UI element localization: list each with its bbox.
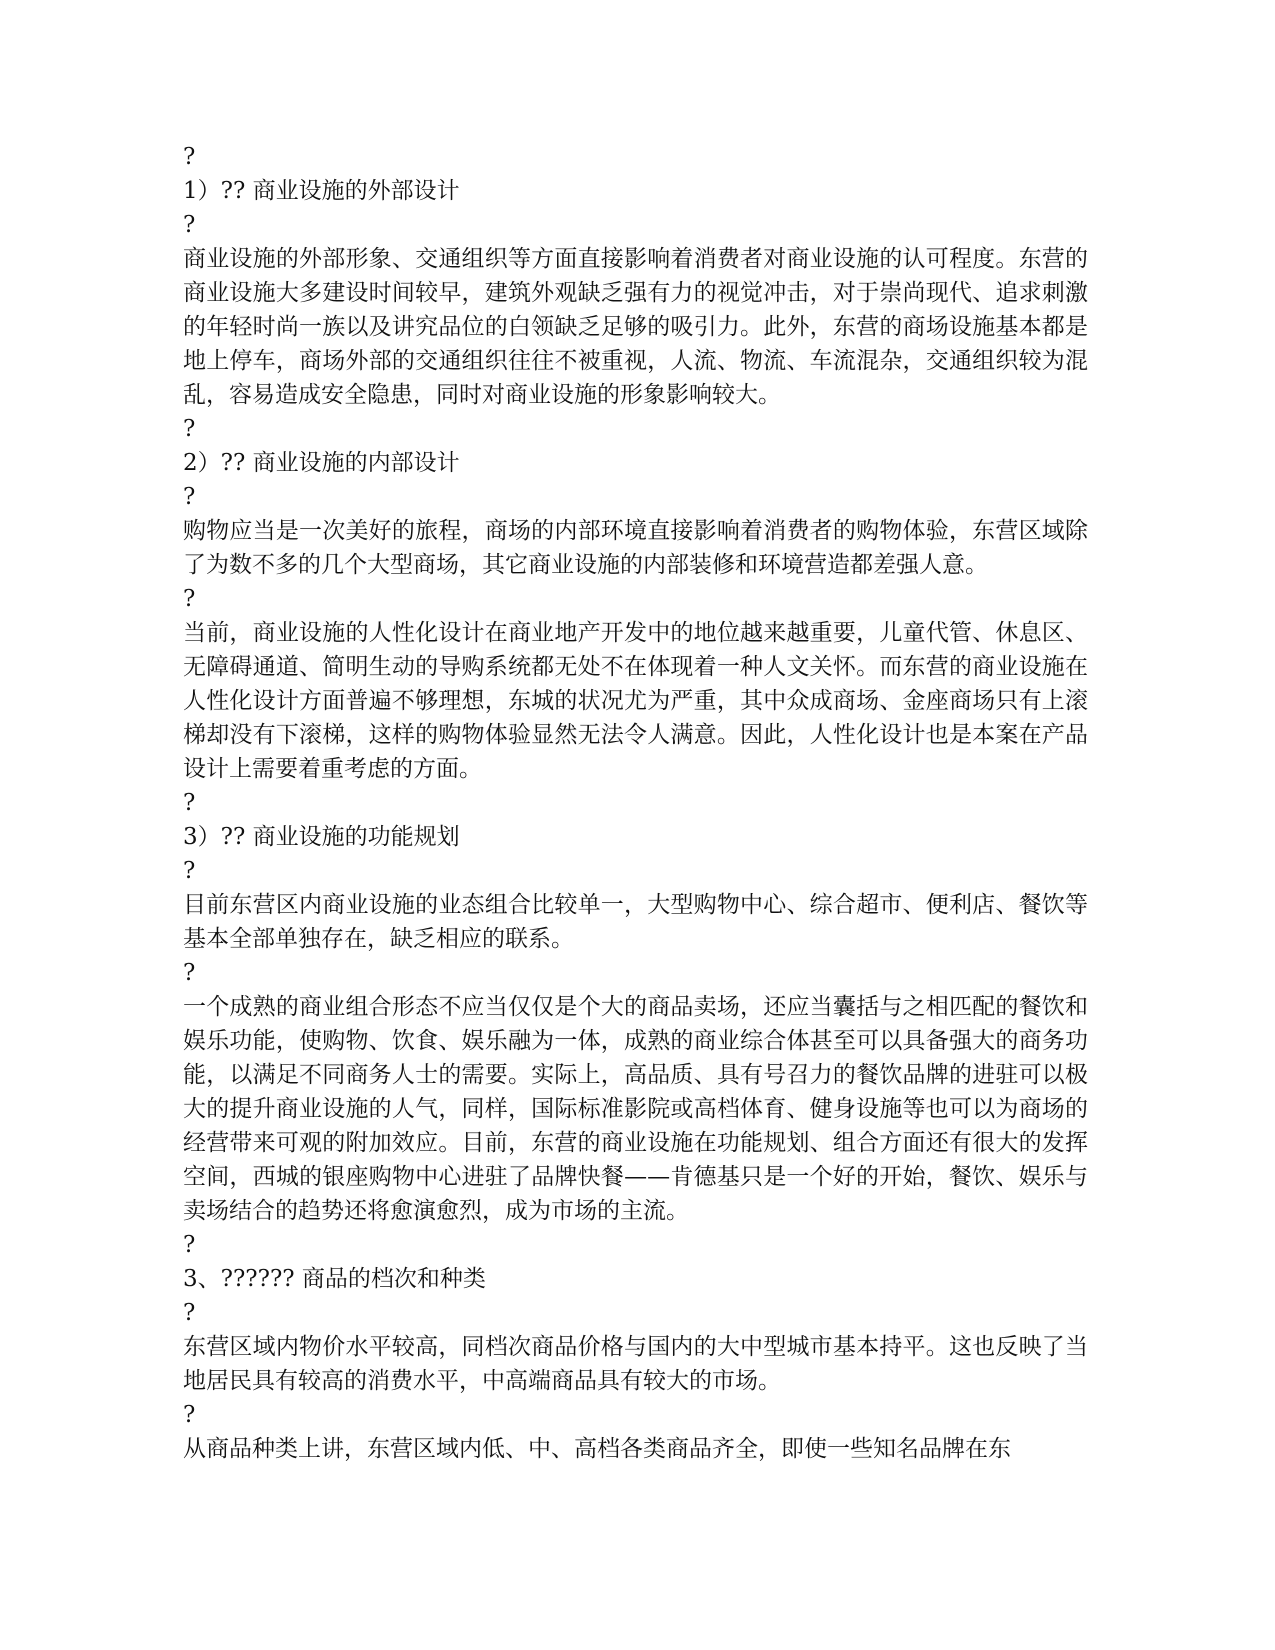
page-marker: ? [183,144,196,170]
section-heading-goods-grade: 3、?????? 商品的档次和种类 [183,1266,486,1292]
page-marker: ? [183,484,196,510]
paragraph-exterior-design: 商业设施的外部形象、交通组织等方面直接影响着消费者对商业设施的认可程度。东营的商业设施大多建设时间较早，建筑外观缺乏强有力的视觉冲击，对于崇尚现代、追求刺激的年轻时尚一族以及讲究品位的白领缺乏足够的吸引力。此外，东营的商场设施基本都是地上停车，商场外部的交通组织往往不被重视，人流、物流、车流混杂，交通组织较为混乱，容易造成安全隐患，同时对商业设施的形象影响较大。 [183,246,1088,408]
page-marker: ? [183,858,196,884]
page-marker: ? [183,586,196,612]
page-marker: ? [183,1402,196,1428]
paragraph-format-combination: 目前东营区内商业设施的业态组合比较单一，大型购物中心、综合超市、便利店、餐饮等基本全部单独存在，缺乏相应的联系。 [183,892,1088,952]
paragraph-goods-variety: 从商品种类上讲，东营区域内低、中、高档各类商品齐全，即使一些知名品牌在东 [183,1436,1011,1462]
page-marker: ? [183,212,196,238]
section-heading-exterior-design: 1）?? 商业设施的外部设计 [183,178,460,204]
document-page [183,140,1088,1466]
paragraph-humanized-design: 当前，商业设施的人性化设计在商业地产开发中的地位越来越重要，儿童代管、休息区、无障碍通道、简明生动的导购系统都无处不在体现着一种人文关怀。而东营的商业设施在人性化设计方面普遍不够理想，东城的状况尤为严重，其中众成商场、金座商场只有上滚梯却没有下滚梯，这样的购物体验显然无法令人满意。因此，人性化设计也是本案在产品设计上需要着重考虑的方面。 [183,620,1088,782]
page-marker: ? [183,1232,196,1258]
page-marker: ? [183,416,196,442]
paragraph-interior-environment: 购物应当是一次美好的旅程，商场的内部环境直接影响着消费者的购物体验，东营区域除了为数不多的几个大型商场，其它商业设施的内部装修和环境营造都差强人意。 [183,518,1088,578]
paragraph-mature-commercial-form: 一个成熟的商业组合形态不应当仅仅是个大的商品卖场，还应当囊括与之相匹配的餐饮和娱乐功能，使购物、饮食、娱乐融为一体，成熟的商业综合体甚至可以具备强大的商务功能，以满足不同商务人士的需要。实际上，高品质、具有号召力的餐饮品牌的进驻可以极大的提升商业设施的人气，同样，国际标准影院或高档体育、健身设施等也可以为商场的经营带来可观的附加效应。目前，东营的商业设施在功能规划、组合方面还有很大的发挥空间，西城的银座购物中心进驻了品牌快餐——肯德基只是一个好的开始，餐饮、娱乐与卖场结合的趋势还将愈演愈烈，成为市场的主流。 [183,994,1088,1224]
page-marker: ? [183,790,196,816]
paragraph-price-level: 东营区域内物价水平较高，同档次商品价格与国内的大中型城市基本持平。这也反映了当地居民具有较高的消费水平，中高端商品具有较大的市场。 [183,1334,1088,1394]
section-heading-function-planning: 3）?? 商业设施的功能规划 [183,824,460,850]
page-marker: ? [183,1300,196,1326]
page-marker: ? [183,960,196,986]
section-heading-interior-design: 2）?? 商业设施的内部设计 [183,450,460,476]
